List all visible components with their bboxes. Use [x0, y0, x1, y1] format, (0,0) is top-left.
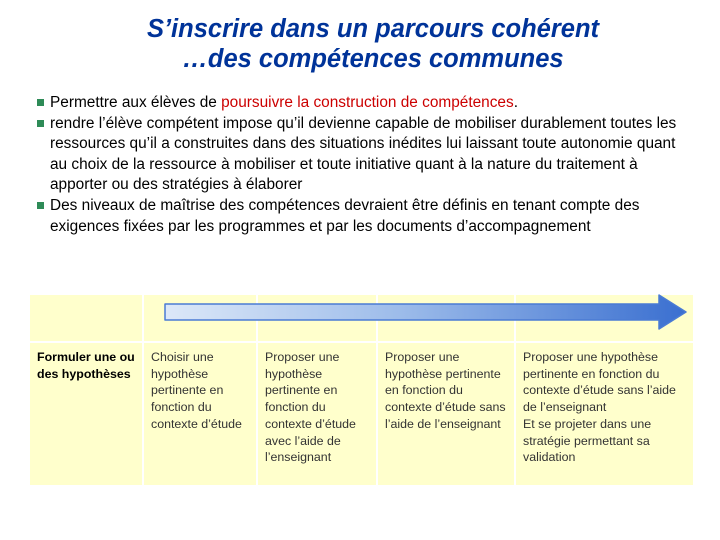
bullet-list — [34, 93, 684, 237]
square-bullet-icon — [37, 120, 44, 127]
table-row — [29, 342, 694, 486]
bullet-2-text: rendre l’élève compétent impose qu’il devienne capable de mobiliser durablement toutes les ressources qu’il a construites dans des situations inédites lui laissant toute autonomie quant au choix de la ressource à mobiliser et toute initiative quant à la nature du traitement à apporter ou des stratégies à élaborer — [50, 114, 677, 194]
bullet-3-text: Des niveaux de maîtrise des compétences devraient être définis en tenant compte des exigences fixées par les programmes et par les documents d’accompagnement — [50, 196, 640, 235]
slide-title — [0, 14, 720, 74]
bullet-1-highlight: poursuivre la construction de compétences — [221, 94, 514, 111]
level-cell-3: Proposer une hypothèse pertinente en fonction du contexte d’étude sans l’aide de l’enseignant — [377, 342, 515, 486]
bullet-item-2 — [34, 114, 684, 196]
table-cell — [29, 294, 143, 342]
bullet-1-text-end: . — [513, 94, 518, 111]
bullet-1-text-start: Permettre aux élèves de — [50, 94, 222, 111]
bullet-item-1 — [34, 93, 684, 114]
title-line-1: S’inscrire dans un parcours cohérent — [146, 15, 600, 43]
bullet-item-3 — [34, 196, 684, 237]
progression-arrow-icon — [163, 293, 693, 339]
row-header-cell: Formuler une ou des hypothèses — [29, 342, 143, 486]
level-cell-2: Proposer une hypothèse pertinente en fonction du contexte d’étude avec l’aide de l’enseignant — [257, 342, 377, 486]
square-bullet-icon — [37, 202, 44, 209]
level-cell-4: Proposer une hypothèse pertinente en fonction du contexte d’étude sans l’aide de l’enseignant Et se projeter dans une stratégie permettant sa validation — [515, 342, 694, 486]
title-line-2: …des compétences communes — [182, 45, 564, 73]
square-bullet-icon — [37, 99, 44, 106]
level-cell-1: Choisir une hypothèse pertinente en fonction du contexte d’étude — [143, 342, 257, 486]
